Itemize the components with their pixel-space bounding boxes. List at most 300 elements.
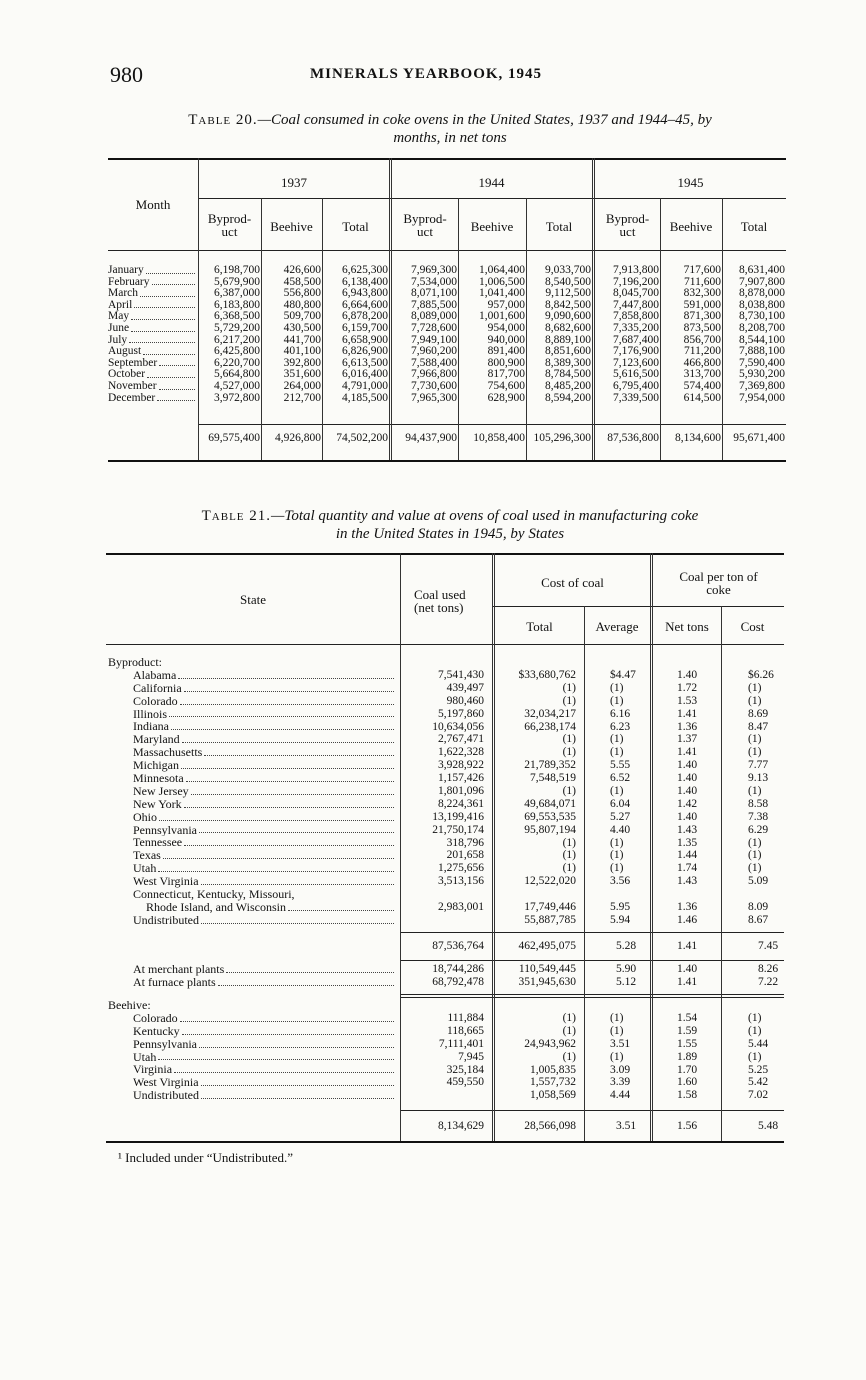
bh-total-col bbox=[495, 1012, 576, 1102]
table-cell: 8,544,100 bbox=[739, 333, 785, 346]
table-cell: (1) bbox=[610, 681, 624, 694]
table20-year-1937: 1937 bbox=[281, 175, 307, 190]
table-cell: 8,038,800 bbox=[739, 298, 785, 311]
table-cell: 1,275,656 bbox=[438, 862, 484, 875]
bp-sum-total: 462,495,075 bbox=[518, 940, 576, 952]
table-cell: (1) bbox=[748, 1012, 762, 1024]
bh-sum-total: 28,566,098 bbox=[524, 1120, 576, 1132]
table-cell: 6.29 bbox=[748, 823, 769, 836]
bp-avg-col bbox=[610, 669, 650, 927]
table-cell: 3.09 bbox=[610, 1063, 631, 1076]
table-cell: 1.40 bbox=[676, 759, 698, 772]
table-cell: $4.47 bbox=[610, 669, 636, 681]
table-cell: 1.60 bbox=[676, 1076, 698, 1089]
table-cell: 2,767,471 bbox=[438, 733, 484, 746]
bh-sum-avg: 3.51 bbox=[616, 1120, 637, 1132]
table-cell: 940,000 bbox=[487, 333, 525, 346]
table-cell: 7,907,800 bbox=[739, 275, 785, 288]
month-label: April bbox=[108, 299, 133, 311]
table-cell: 717,600 bbox=[683, 264, 721, 276]
table-cell: 6,826,900 bbox=[342, 345, 388, 358]
month-label: July bbox=[108, 334, 128, 346]
table-cell: 7.02 bbox=[748, 1089, 769, 1102]
table-cell: 480,800 bbox=[283, 298, 321, 311]
table20-title-line2: months, in net tons bbox=[393, 130, 507, 146]
table-cell: 980,460 bbox=[446, 694, 484, 707]
table-cell: 6,220,700 bbox=[214, 356, 260, 369]
table-cell: 1.55 bbox=[676, 1037, 698, 1050]
col-1937-beehive bbox=[262, 265, 321, 404]
table-cell: 628,900 bbox=[487, 391, 525, 404]
table-cell: 7,960,200 bbox=[411, 345, 457, 358]
table-cell: 7,969,300 bbox=[411, 264, 457, 276]
table-cell: 4.40 bbox=[610, 823, 631, 836]
state-label: Colorado bbox=[133, 694, 178, 708]
table-cell: 5.27 bbox=[610, 810, 631, 823]
table21-label: Table 21. bbox=[201, 508, 272, 524]
table-cell: 21,750,174 bbox=[432, 823, 484, 836]
bh-avg-col bbox=[610, 1012, 650, 1102]
table-cell: (1) bbox=[748, 681, 762, 694]
table-cell: 711,600 bbox=[684, 275, 721, 288]
table-cell: 201,658 bbox=[446, 849, 484, 862]
table-cell: 556,800 bbox=[283, 287, 321, 300]
table-cell: 6,795,400 bbox=[613, 379, 659, 392]
table-cell: 509,700 bbox=[283, 310, 321, 323]
table-cell: 8.58 bbox=[748, 797, 769, 810]
t20-h-beehive-1937: Beehive bbox=[270, 219, 313, 234]
table-cell: 5.09 bbox=[748, 875, 769, 888]
table-cell: 3.51 bbox=[610, 1037, 631, 1050]
table-cell: 6.52 bbox=[610, 772, 631, 785]
table-cell: 6,664,600 bbox=[342, 298, 388, 311]
month-label: May bbox=[108, 311, 130, 323]
table-cell: (1) bbox=[562, 1012, 576, 1024]
multi-state-line1: Connecticut, Kentucky, Missouri, bbox=[133, 888, 295, 901]
table-cell: (1) bbox=[748, 849, 762, 862]
table-cell: 9,033,700 bbox=[545, 264, 591, 276]
state-label: New York bbox=[133, 797, 182, 811]
table-cell: 8,485,200 bbox=[545, 379, 591, 392]
table-cell: 401,100 bbox=[283, 345, 321, 358]
state-label: Virginia bbox=[133, 1063, 173, 1077]
state-label: California bbox=[133, 681, 182, 695]
month-label: September bbox=[108, 357, 158, 369]
table-cell: 1.44 bbox=[676, 849, 698, 862]
bp-sum-coal: 87,536,764 bbox=[432, 940, 484, 952]
bh-sum-cost: 5.48 bbox=[758, 1120, 779, 1132]
state-label: Massachusetts bbox=[133, 746, 203, 760]
table-cell: 5,197,860 bbox=[438, 707, 484, 720]
table-cell bbox=[653, 888, 721, 901]
table-cell: (1) bbox=[748, 694, 762, 707]
table-cell: (1) bbox=[562, 1024, 576, 1037]
t20-h-total-1937: Total bbox=[342, 219, 369, 234]
state-label: Ohio bbox=[133, 810, 157, 824]
table-cell: 5.44 bbox=[748, 1037, 769, 1050]
table-cell: 8.69 bbox=[748, 707, 769, 720]
table21-caption bbox=[105, 507, 795, 543]
merchant-net: 1.40 1.41 bbox=[676, 963, 698, 988]
table-cell: 1,801,096 bbox=[438, 785, 484, 798]
table-cell: 392,800 bbox=[283, 356, 321, 369]
table-cell: 17,749,446 bbox=[524, 901, 576, 914]
merchant-coal: 18,744,286 68,792,478 bbox=[432, 963, 484, 988]
table-cell: 817,700 bbox=[487, 368, 525, 381]
month-label: January bbox=[108, 265, 144, 276]
table-cell: 118,665 bbox=[447, 1024, 484, 1037]
table-cell: 459,550 bbox=[446, 1076, 484, 1089]
table-cell: (1) bbox=[610, 733, 624, 746]
table-cell: 6,159,700 bbox=[342, 321, 388, 334]
state-label: Kentucky bbox=[133, 1024, 180, 1038]
table-cell: 212,700 bbox=[283, 391, 321, 404]
state-label: Alabama bbox=[133, 668, 177, 682]
t21-h-state: State bbox=[240, 592, 266, 607]
table-cell: 7,335,200 bbox=[613, 321, 659, 334]
total-1945-total: 95,671,400 bbox=[733, 432, 785, 444]
table-cell: 7,339,500 bbox=[613, 391, 659, 404]
table-cell: 313,700 bbox=[683, 368, 721, 381]
total-1937-beehive: 4,926,800 bbox=[275, 432, 321, 444]
table-cell: 55,887,785 bbox=[524, 913, 576, 926]
t21-h-average: Average bbox=[595, 619, 639, 634]
beehive-state-list bbox=[108, 999, 396, 1102]
table-cell: 7,945 bbox=[458, 1050, 484, 1063]
bp-sum-net: 1.41 bbox=[676, 940, 698, 952]
t21-h-cost: Cost bbox=[740, 619, 765, 634]
table-cell: 1,006,500 bbox=[479, 275, 525, 288]
bh-sum-coal: 8,134,629 bbox=[438, 1120, 484, 1132]
table-cell: (1) bbox=[562, 836, 576, 849]
table-cell bbox=[402, 1089, 484, 1102]
table-cell: 1.70 bbox=[676, 1063, 698, 1076]
table-cell: 8,631,400 bbox=[739, 264, 785, 276]
total-1937-total: 74,502,200 bbox=[336, 432, 388, 444]
beehive-heading: Beehive: bbox=[108, 999, 151, 1012]
table-cell: 7.38 bbox=[748, 810, 769, 823]
state-label: Maryland bbox=[133, 733, 180, 747]
table-cell: 1.42 bbox=[676, 797, 698, 810]
table-cell: 5.55 bbox=[610, 759, 631, 772]
state-label: West Virginia bbox=[133, 1076, 199, 1090]
table-cell: 1.40 bbox=[676, 785, 698, 798]
bh-cost-col bbox=[748, 1012, 784, 1102]
table-cell: 6,878,200 bbox=[342, 310, 388, 323]
table-cell: 7,858,800 bbox=[613, 310, 659, 323]
bh-coal-col bbox=[402, 1012, 484, 1102]
table-cell: 591,000 bbox=[683, 298, 721, 311]
table-cell: 1.59 bbox=[676, 1024, 698, 1037]
table-cell: 7,965,300 bbox=[411, 391, 457, 404]
table-cell: 3.56 bbox=[610, 875, 631, 888]
table-cell: 6,198,700 bbox=[214, 264, 260, 276]
table-cell: (1) bbox=[562, 746, 576, 759]
table-cell: (1) bbox=[748, 746, 762, 759]
t21-h-coal-used: Coal used (net tons) bbox=[414, 587, 466, 615]
total-1945-beehive: 8,134,600 bbox=[675, 432, 721, 444]
table-cell: (1) bbox=[610, 785, 624, 798]
table-cell: 5.95 bbox=[610, 901, 631, 914]
table-cell: 832,300 bbox=[683, 287, 721, 300]
t21-h-net-tons: Net tons bbox=[665, 619, 709, 634]
table-cell: 426,600 bbox=[283, 264, 321, 276]
table-cell: 21,789,352 bbox=[524, 759, 576, 772]
table-cell: 1.43 bbox=[676, 875, 698, 888]
table-cell: 8.09 bbox=[748, 901, 769, 914]
table-cell: (1) bbox=[610, 862, 624, 875]
table-cell: 957,000 bbox=[487, 298, 525, 311]
table-cell: 8,389,300 bbox=[545, 356, 591, 369]
state-label: New Jersey bbox=[133, 784, 189, 798]
table-cell: 1.58 bbox=[676, 1089, 698, 1102]
table-cell: 66,238,174 bbox=[524, 720, 576, 733]
state-label: Utah bbox=[133, 862, 157, 876]
table-cell: 7,541,430 bbox=[438, 669, 484, 681]
table-cell: 6,658,900 bbox=[342, 333, 388, 346]
state-label: Pennsylvania bbox=[133, 1037, 197, 1051]
table-cell: (1) bbox=[610, 1050, 624, 1063]
table-cell: 3,972,800 bbox=[214, 391, 260, 404]
table-cell: 6,613,500 bbox=[342, 356, 388, 369]
table-cell bbox=[748, 888, 784, 901]
table-cell: 351,600 bbox=[283, 368, 321, 381]
table-cell: $6.26 bbox=[748, 669, 774, 681]
state-label: Undistributed bbox=[133, 1089, 199, 1103]
table-cell: 1.40 bbox=[676, 810, 698, 823]
table-cell: 7,534,000 bbox=[411, 275, 457, 288]
table-cell: (1) bbox=[562, 862, 576, 875]
table-cell: 441,700 bbox=[283, 333, 321, 346]
col-1944-beehive bbox=[459, 265, 525, 404]
table-cell: 1,157,426 bbox=[438, 772, 484, 785]
table21-title-line1: —Total quantity and value at ovens of coal used in manufacturing coke bbox=[271, 508, 699, 524]
table-cell: 871,300 bbox=[683, 310, 721, 323]
table-cell: 5,679,900 bbox=[214, 275, 260, 288]
table-cell: 1.53 bbox=[676, 694, 698, 707]
table-cell: 32,034,217 bbox=[524, 707, 576, 720]
table21-title-line2: in the United States in 1945, by States bbox=[335, 526, 565, 542]
t21-h-coal-per-ton: Coal per ton of coke bbox=[679, 569, 758, 597]
table-cell: 8,089,000 bbox=[411, 310, 457, 323]
table-cell: 7,447,800 bbox=[613, 298, 659, 311]
table-cell: 1.37 bbox=[676, 733, 698, 746]
table-cell: 7,123,600 bbox=[613, 356, 659, 369]
table-cell: 4.44 bbox=[610, 1089, 631, 1102]
table-cell: 6.16 bbox=[610, 707, 631, 720]
bp-coal-col bbox=[402, 669, 484, 927]
table-cell: 8,540,500 bbox=[545, 275, 591, 288]
table-cell: 8.47 bbox=[748, 720, 769, 733]
table-cell: (1) bbox=[748, 733, 762, 746]
state-label: West Virginia bbox=[133, 875, 199, 889]
table-cell: 13,199,416 bbox=[432, 810, 484, 823]
table-cell bbox=[402, 914, 484, 927]
state-label: Colorado bbox=[133, 1011, 178, 1025]
month-label: October bbox=[108, 369, 146, 381]
table-cell: 7,966,800 bbox=[411, 368, 457, 381]
table-cell: 9,112,500 bbox=[545, 287, 591, 300]
total-1945-byproduct: 87,536,800 bbox=[607, 432, 659, 444]
table-cell: (1) bbox=[610, 836, 624, 849]
table-cell: 4,185,500 bbox=[342, 391, 388, 404]
table-cell: 7,913,800 bbox=[613, 264, 659, 276]
table-cell: 10,634,056 bbox=[432, 720, 484, 733]
table-cell: 1.41 bbox=[676, 746, 698, 759]
table-cell: 1.40 bbox=[676, 772, 698, 785]
table-cell: 6,138,400 bbox=[342, 275, 388, 288]
multi-state-line2: Rhode Island, and Wisconsin bbox=[146, 900, 286, 914]
table-cell: 1.35 bbox=[676, 836, 698, 849]
table-cell: 1.46 bbox=[676, 913, 698, 926]
table-cell: (1) bbox=[748, 1050, 762, 1063]
month-label: November bbox=[108, 380, 157, 392]
col-1944-total bbox=[527, 265, 591, 404]
table-cell: 1.36 bbox=[676, 720, 698, 733]
table-cell: 8,878,000 bbox=[739, 287, 785, 300]
table-cell: 264,000 bbox=[283, 379, 321, 392]
table-cell: 8,784,500 bbox=[545, 368, 591, 381]
table-cell: 7,888,100 bbox=[739, 345, 785, 358]
table-cell: 7.77 bbox=[748, 759, 769, 772]
table20-year-1944: 1944 bbox=[478, 175, 505, 190]
table-cell: 8,682,600 bbox=[545, 321, 591, 334]
table-cell: 325,184 bbox=[446, 1063, 484, 1076]
table-cell: 3.39 bbox=[610, 1076, 631, 1089]
table-cell: 111,884 bbox=[447, 1012, 484, 1024]
bp-net-col bbox=[653, 669, 721, 927]
table-cell: 8,224,361 bbox=[438, 797, 484, 810]
table-cell: 6,183,800 bbox=[214, 298, 260, 311]
table-cell: 6.23 bbox=[610, 720, 631, 733]
byproduct-heading: Byproduct: bbox=[108, 656, 162, 669]
table-cell: (1) bbox=[748, 836, 762, 849]
table-cell: (1) bbox=[562, 1050, 576, 1063]
table-cell: (1) bbox=[562, 785, 576, 798]
total-1944-byproduct: 94,437,900 bbox=[405, 432, 457, 444]
table-cell: 1.72 bbox=[676, 681, 698, 694]
table-cell: 7,949,100 bbox=[411, 333, 457, 346]
state-label: Pennsylvania bbox=[133, 823, 197, 837]
month-label: March bbox=[108, 288, 139, 300]
table-cell: 6,016,400 bbox=[342, 368, 388, 381]
table-cell: 4,791,000 bbox=[342, 379, 388, 392]
table-cell: 8,594,200 bbox=[545, 391, 591, 404]
table-cell bbox=[402, 888, 484, 901]
table-cell: 1,041,400 bbox=[479, 287, 525, 300]
table-cell: 614,500 bbox=[683, 391, 721, 404]
table-cell: (1) bbox=[748, 785, 762, 798]
bh-sum-net: 1.56 bbox=[676, 1120, 698, 1132]
table20-year-1945: 1945 bbox=[677, 175, 704, 190]
table-cell: 3,928,922 bbox=[438, 759, 484, 772]
table-cell: 7,196,200 bbox=[613, 275, 659, 288]
table-cell: 458,500 bbox=[283, 275, 321, 288]
table-cell: 6,217,200 bbox=[214, 333, 260, 346]
table20-label: Table 20. bbox=[188, 112, 258, 128]
table-cell: 8.67 bbox=[748, 913, 769, 926]
table-cell: 7,548,519 bbox=[530, 772, 576, 785]
merchant-label: At merchant plants bbox=[133, 963, 225, 976]
running-head: MINERALS YEARBOOK, 1945 bbox=[310, 66, 543, 82]
table-cell: 8,730,100 bbox=[739, 310, 785, 323]
table-cell: 1.54 bbox=[676, 1012, 698, 1024]
month-label: August bbox=[108, 346, 142, 358]
table-cell: 430,500 bbox=[283, 321, 321, 334]
total-1944-total: 105,296,300 bbox=[533, 432, 591, 444]
table20-months bbox=[108, 265, 197, 404]
table-cell: 4,527,000 bbox=[214, 379, 260, 392]
t20-h-beehive-1945: Beehive bbox=[669, 219, 713, 234]
table-cell: 8,851,600 bbox=[545, 345, 591, 358]
table-cell: 856,700 bbox=[683, 333, 721, 346]
table-cell: 5,930,200 bbox=[739, 368, 785, 381]
table-cell: 6,625,300 bbox=[342, 264, 388, 276]
table-cell: 8,889,100 bbox=[545, 333, 591, 346]
table-cell: 5,616,500 bbox=[613, 368, 659, 381]
table-cell: 9,090,600 bbox=[545, 310, 591, 323]
col-1937-byproduct bbox=[199, 265, 260, 404]
table-cell: 5.25 bbox=[748, 1063, 769, 1076]
table-cell: 8,208,700 bbox=[739, 321, 785, 334]
table-cell: 95,807,194 bbox=[524, 823, 576, 836]
table-cell: 9.13 bbox=[748, 772, 769, 785]
bh-net-col bbox=[653, 1012, 721, 1102]
table-cell: 1.36 bbox=[676, 901, 698, 914]
plant-type-list bbox=[133, 963, 396, 989]
furnace-label: At furnace plants bbox=[133, 975, 216, 989]
table-cell: 7,954,000 bbox=[739, 391, 785, 404]
t20-h-total-1945: Total bbox=[740, 219, 768, 234]
table-cell: 6,425,800 bbox=[214, 345, 260, 358]
total-1944-beehive: 10,858,400 bbox=[473, 432, 525, 444]
table-cell: (1) bbox=[610, 1012, 624, 1024]
table-cell: $33,680,762 bbox=[518, 669, 576, 681]
table-cell: 1.40 bbox=[676, 669, 698, 681]
table-cell: 7,369,800 bbox=[739, 379, 785, 392]
table-cell: 3,513,156 bbox=[438, 875, 484, 888]
t21-h-cost-of-coal: Cost of coal bbox=[541, 575, 604, 590]
table-cell: 7,590,400 bbox=[739, 356, 785, 369]
col-1945-total bbox=[723, 265, 785, 404]
table-cell: 1,557,732 bbox=[530, 1076, 576, 1089]
t20-h-byproduct-1937: Byprod- uct bbox=[207, 211, 252, 239]
table-cell: 1,622,328 bbox=[438, 746, 484, 759]
table-cell: 6,943,800 bbox=[342, 287, 388, 300]
table-cell: (1) bbox=[610, 1024, 624, 1037]
table-cell: 7,588,400 bbox=[411, 356, 457, 369]
table-cell: 800,900 bbox=[487, 356, 525, 369]
col-1944-byproduct bbox=[392, 265, 457, 404]
table-cell: 7,111,401 bbox=[438, 1037, 484, 1050]
table20-month-header: Month bbox=[135, 197, 171, 212]
page-number: 980 bbox=[110, 62, 143, 87]
table-cell: 6,368,500 bbox=[214, 310, 260, 323]
table-cell: 439,497 bbox=[446, 681, 484, 694]
table-cell: (1) bbox=[562, 681, 576, 694]
state-label: Indiana bbox=[133, 720, 169, 734]
t20-h-byproduct-1945: Byprod- uct bbox=[605, 211, 650, 239]
table-cell: 754,600 bbox=[487, 379, 525, 392]
t20-h-total-1944: Total bbox=[545, 219, 573, 234]
table-cell: 1.89 bbox=[676, 1050, 698, 1063]
total-1937-byproduct: 69,575,400 bbox=[208, 432, 260, 444]
bp-total-col bbox=[495, 669, 576, 927]
merchant-avg: 5.90 5.12 bbox=[616, 963, 637, 988]
table-cell: 8,842,500 bbox=[545, 298, 591, 311]
table-cell: 5.94 bbox=[610, 913, 631, 926]
state-label: Tennessee bbox=[133, 836, 183, 850]
